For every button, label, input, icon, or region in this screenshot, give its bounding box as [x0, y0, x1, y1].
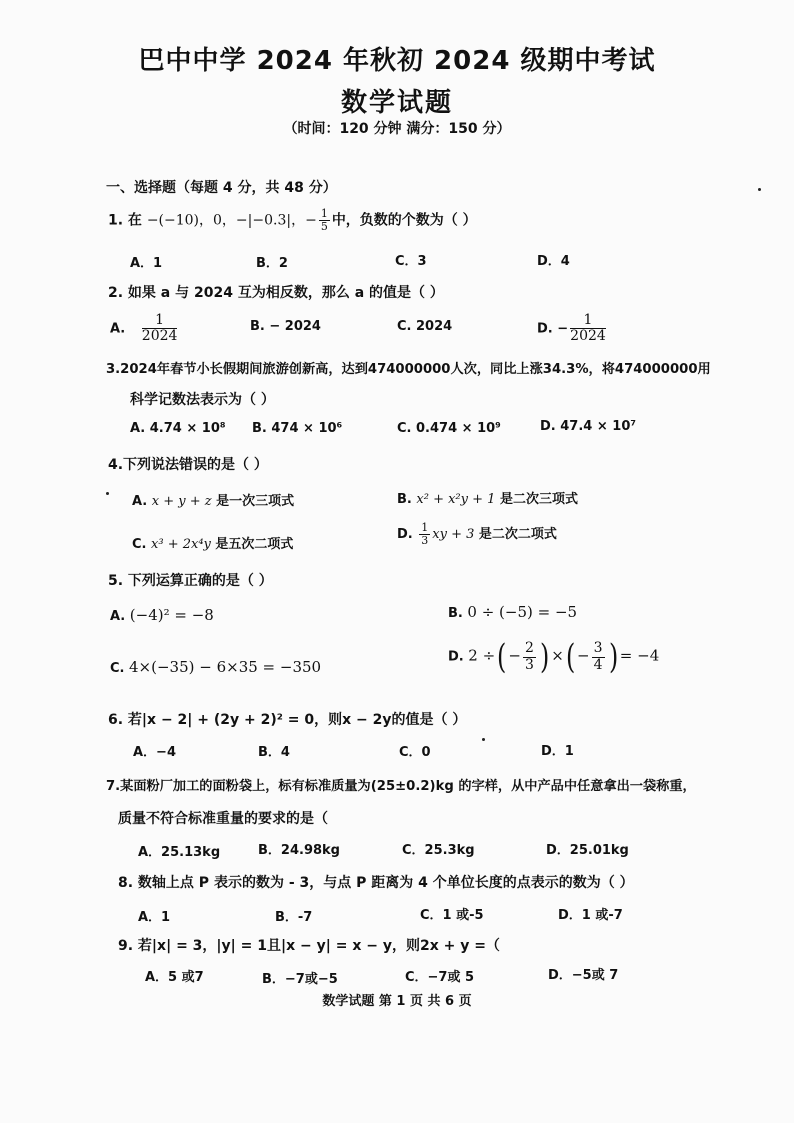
q6-option-d: D．1 — [541, 744, 574, 759]
q1-fraction — [319, 208, 330, 233]
q5-b-math: 0 ÷ (−5) = −5 — [467, 603, 578, 621]
q2-option-c: C. 2024 — [397, 319, 453, 334]
question-1 — [108, 208, 477, 233]
q1-frac-num: 1 — [320, 207, 328, 220]
q1-prefix: 1. 在 — [108, 212, 142, 229]
question-9: 9. 若|x| = 3，|y| = 1且|x − y| = x − y，则2x + y =（ — [118, 938, 500, 954]
q1-frac-den: 5 — [320, 220, 328, 234]
scan-speck — [482, 738, 485, 741]
q7-option-d: D．25.01kg — [546, 843, 629, 858]
q1-suffix: 中，负数的个数为（ ） — [331, 212, 477, 229]
q1-expr: −(−10)，0，−|−0.3|，− — [146, 212, 317, 229]
q1-option-d: D．4 — [537, 254, 570, 269]
q1-option-c: C．3 — [395, 254, 427, 269]
question-3: 3.2024年春节小长假期间旅游创新高，达到474000000人次，同比上涨34.3%，将474000000用 — [106, 362, 711, 377]
q4-option-c — [132, 533, 293, 552]
scan-speck — [758, 188, 761, 191]
q5-c-label: C. — [110, 661, 125, 676]
q2-d-num: 1 — [570, 313, 606, 329]
q2-d-den: 2024 — [570, 328, 606, 345]
q4-option-b — [397, 488, 578, 507]
q5-d-post: = −4 — [619, 646, 660, 665]
q5-d-minus-2: − — [577, 646, 590, 665]
q4-d-text: 是二次二项式 — [478, 527, 557, 543]
q3-option-a: A. 4.74 × 10⁸ — [130, 421, 226, 436]
q5-d-paren-open-2: ( — [565, 637, 576, 677]
q5-d-label: D. — [448, 649, 464, 665]
q5-b-label: B. — [448, 606, 463, 621]
question-7: 7.某面粉厂加工的面粉袋上，标有标准质量为(25±0.2)kg 的字样，从中产品中任意拿出一袋称重， — [106, 779, 696, 794]
q4-option-a — [132, 490, 294, 509]
exam-title: 巴中中学 2024 年秋初 2024 级期中考试 — [138, 46, 656, 76]
q3-option-d: D. 47.4 × 10⁷ — [540, 419, 637, 434]
q2-a-num: 1 — [142, 313, 178, 329]
q1-option-b: B．2 — [256, 256, 288, 271]
q4-d-den: 3 — [421, 534, 429, 548]
section-heading: 一、选择题（每题 4 分，共 48 分） — [106, 180, 337, 196]
q5-a-label: A. — [110, 609, 126, 624]
page-footer: 数学试题 第 1 页 共 6 页 — [322, 994, 472, 1009]
q5-d-paren-close-2: ) — [608, 637, 618, 677]
q4-a-text: 是一次三项式 — [216, 494, 295, 509]
question-7-line2: 质量不符合标准重量的要求的是（ — [118, 811, 328, 827]
q2-a-den: 2024 — [141, 328, 178, 345]
q4-c-text: 是五次二项式 — [215, 537, 294, 552]
q4-d-fraction — [419, 522, 430, 547]
exam-meta: （时间：120 分钟 满分：150 分） — [283, 121, 511, 137]
q4-b-text: 是二次三项式 — [499, 492, 578, 507]
q2-option-d-label: D. − — [537, 321, 569, 337]
q5-d-f1-num: 2 — [525, 640, 534, 657]
q4-a-label: A. — [132, 494, 148, 509]
q6-option-c: C．0 — [399, 745, 431, 760]
question-4: 4.下列说法错误的是（ ） — [108, 457, 268, 473]
q1-option-a: A．1 — [130, 256, 163, 271]
q5-option-a — [110, 606, 214, 624]
q4-c-label: C. — [132, 537, 147, 552]
q4-b-math: x² + x²y + 1 — [416, 492, 496, 507]
q9-option-b: B．−7或−5 — [262, 972, 338, 987]
q3-option-b: B. 474 × 10⁶ — [252, 421, 343, 436]
q8-option-a: A．1 — [138, 910, 171, 925]
q5-d-pre: 2 ÷ — [468, 646, 496, 665]
q2-option-a-fraction — [142, 313, 178, 345]
q4-b-label: B. — [397, 492, 412, 507]
question-5: 5. 下列运算正确的是（ ） — [108, 573, 273, 589]
q5-d-fraction-2 — [592, 641, 605, 673]
q8-option-b: B．-7 — [275, 910, 313, 925]
q5-d-paren-open-1: ( — [497, 637, 507, 677]
question-6: 6. 若|x − 2| + (2y + 2)² = 0，则x − 2y的值是（ ） — [108, 712, 467, 728]
q7-option-c: C．25.3kg — [402, 843, 475, 858]
q7-option-a: A．25.13kg — [138, 845, 221, 860]
question-8: 8. 数轴上点 P 表示的数为 - 3，与点 P 距离为 4 个单位长度的点表示的数为（ ） — [118, 875, 634, 891]
q2-option-a — [110, 313, 179, 345]
q8-option-c: C．1 或-5 — [420, 908, 484, 923]
q5-c-math: 4×(−35) − 6×35 = −350 — [129, 658, 322, 676]
q5-d-f2-num: 3 — [593, 640, 603, 657]
q4-d-num: 1 — [421, 521, 429, 534]
q9-option-c: C．−7或 5 — [405, 970, 475, 985]
q5-d-fraction-1 — [523, 641, 536, 673]
q2-option-d — [537, 313, 608, 345]
scan-speck — [106, 492, 109, 495]
q7-option-b: B．24.98kg — [258, 843, 340, 858]
q5-d-paren-close-1: ) — [539, 637, 550, 677]
q5-d-f1-den: 3 — [525, 656, 534, 673]
question-3-line2: 科学记数法表示为（ ） — [130, 392, 275, 408]
q6-option-a: A．−4 — [133, 745, 176, 760]
q5-option-c — [110, 658, 321, 676]
exam-subtitle: 数学试题 — [340, 88, 453, 118]
q5-d-times: × — [551, 646, 564, 665]
q5-a-math: (−4)² = −8 — [129, 606, 214, 624]
q4-d-label: D. — [397, 527, 413, 543]
q2-option-a-label: A. — [110, 321, 126, 337]
q5-d-f2-den: 4 — [593, 656, 603, 673]
q2-option-b: B. − 2024 — [250, 319, 321, 334]
q4-option-d — [397, 522, 557, 547]
q8-option-d: D．1 或-7 — [558, 908, 623, 923]
q4-d-math: xy + 3 — [432, 527, 475, 543]
q5-option-d — [448, 637, 660, 677]
question-2: 2. 如果 a 与 2024 互为相反数，那么 a 的值是（ ） — [108, 285, 444, 301]
q3-option-c: C. 0.474 × 10⁹ — [397, 421, 501, 436]
q5-d-minus-1: − — [508, 646, 521, 665]
q9-option-a: A．5 或7 — [145, 970, 204, 985]
q4-c-math: x³ + 2x⁴y — [151, 537, 211, 552]
q2-option-d-fraction — [570, 313, 606, 345]
q4-a-math: x + y + z — [151, 494, 212, 509]
q9-option-d: D．−5或 7 — [548, 968, 619, 983]
q5-option-b — [448, 603, 577, 621]
q6-option-b: B．4 — [258, 745, 290, 760]
